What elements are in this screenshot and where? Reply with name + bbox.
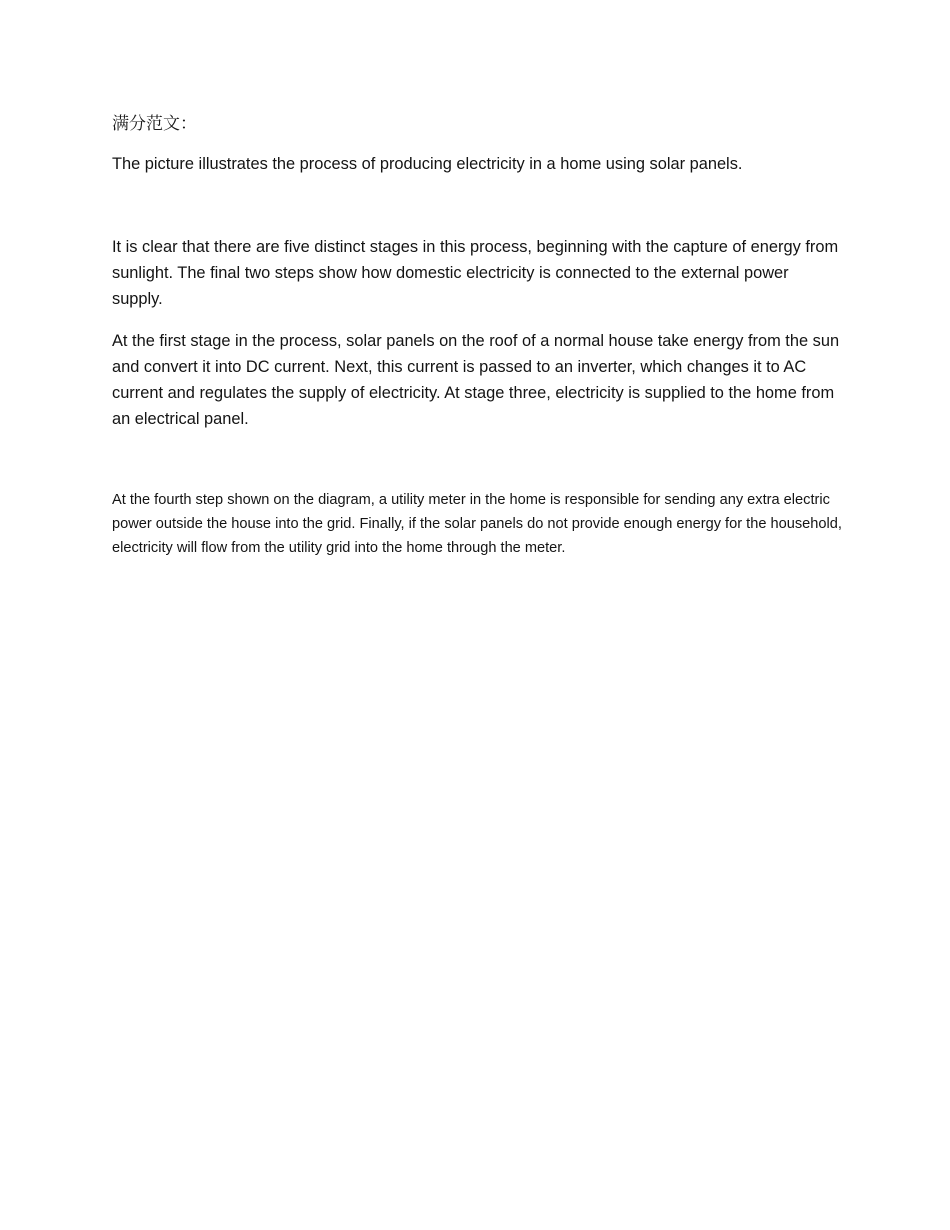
paragraph-body-final-stages: At the fourth step shown on the diagram, a utility meter in the home is responsible for sending any extra electric power outside the house into the grid. Finally, if the solar panels do not provide enough energy for the household, electricity will flow from the utility grid into the home through the meter. (112, 492, 842, 556)
paragraph-introduction: The picture illustrates the process of producing electricity in a home using solar panels. (112, 155, 743, 173)
paragraph-body-first-stages: At the first stage in the process, solar panels on the roof of a normal house take energy from the sun and convert it into DC current. Next, this current is passed to an inverter, which changes it to AC current and regulates the supply of electricity. At stage three, electricity is supplied to the home from an electrical panel. (112, 332, 840, 428)
document-heading: 满分范文： (112, 114, 197, 134)
paragraph-overview: It is clear that there are five distinct stages in this process, beginning with the capture of energy from sunlight. The final two steps show how domestic electricity is connected to the external power supply. (112, 238, 839, 308)
